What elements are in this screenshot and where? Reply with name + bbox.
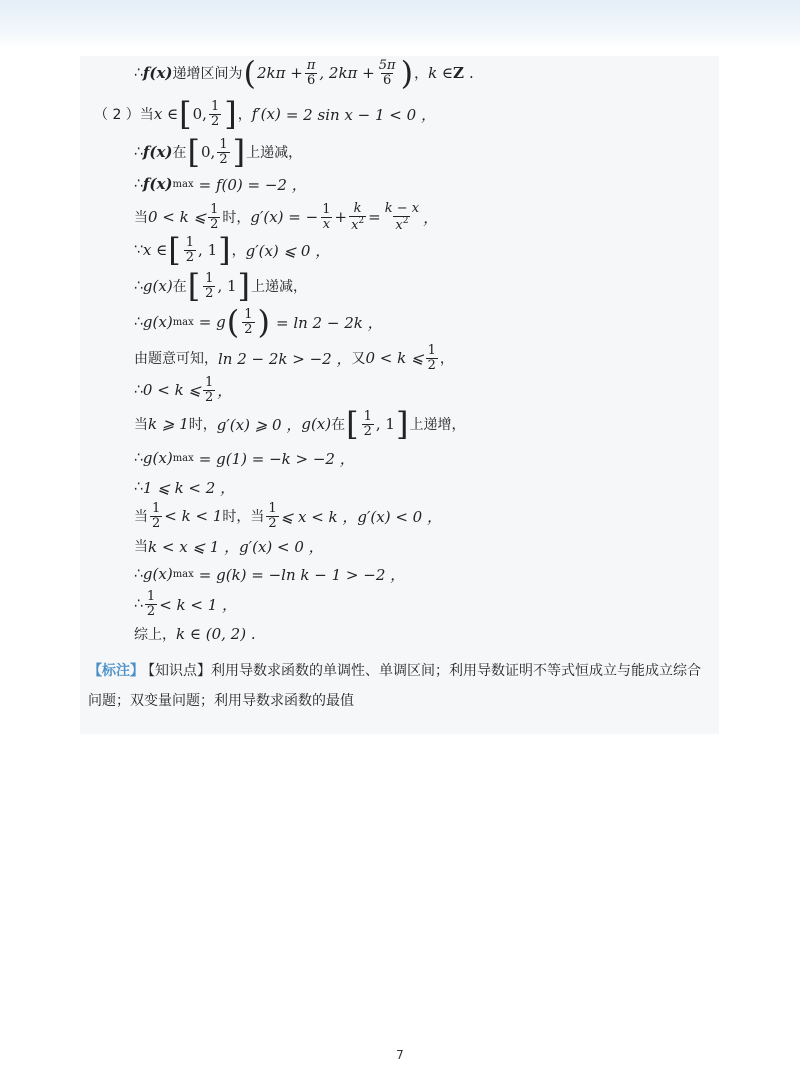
paren: ( xyxy=(226,303,240,341)
text-segment: 上递减， xyxy=(251,279,308,295)
math-expr: < k < 1 ， xyxy=(159,595,238,614)
math-expr: 0 < k ⩽ xyxy=(142,381,201,399)
bracket: [ xyxy=(168,231,181,269)
subscript-max: max xyxy=(172,452,194,464)
math-expr: = g xyxy=(198,313,226,331)
math-expr: f′(x) xyxy=(251,105,281,123)
math-expr: = 2 sin x − 1 < 0 ， xyxy=(285,105,436,124)
text-segment: 当 xyxy=(250,509,265,525)
math-expr: g(x) xyxy=(142,565,173,583)
text-segment: 时， xyxy=(222,210,251,226)
math-expr: f(x) xyxy=(142,143,173,161)
math-expr: g′(x) ⩾ 0 ， xyxy=(216,415,302,434)
therefore-symbol: ∴ xyxy=(134,479,143,495)
text-segment: 在 xyxy=(331,417,346,433)
math-expr: + xyxy=(334,208,348,226)
solution-line-7 xyxy=(134,266,307,306)
math-expr: 2kπ + xyxy=(257,64,303,82)
math-expr: k ∈ (0, 2) . xyxy=(176,625,256,643)
therefore-symbol: ∴ xyxy=(134,566,143,582)
therefore-symbol: ∴ xyxy=(134,314,143,330)
text-segment: 当 xyxy=(134,210,148,226)
fraction: $\frac{1}{2}$ xyxy=(363,408,372,439)
fraction: $\frac{1}{2}$ xyxy=(210,201,219,232)
math-expr: = xyxy=(368,208,381,226)
math-expr: 0 < k ⩽ xyxy=(365,349,424,367)
subscript-max: max xyxy=(172,178,194,190)
text-segment: 当 xyxy=(134,509,148,525)
therefore-symbol: ∴ xyxy=(134,450,143,466)
fraction: $\frac{1}{2}$ xyxy=(205,270,214,301)
fraction: $\frac{5\pi}{6}$ xyxy=(378,57,396,88)
bracket: ] xyxy=(232,133,246,171)
fraction: $\frac{\pi}{6}$ xyxy=(306,57,316,88)
fraction: $\frac{1}{2}$ xyxy=(205,374,214,405)
therefore-symbol: ∴ xyxy=(134,382,143,398)
text-segment: ， xyxy=(231,243,246,259)
part-two-label: （ 2 ）当 xyxy=(94,107,154,123)
fraction: $\frac{k}{x^2}$ xyxy=(351,200,365,233)
math-expr: = g(k) = −ln k − 1 > −2 ， xyxy=(198,565,406,584)
text-segment: ， xyxy=(237,107,252,123)
math-expr: ， xyxy=(217,381,233,400)
math-expr: g′(x) < 0 ， xyxy=(357,507,442,526)
math-expr: = f(0) = −2 ， xyxy=(198,175,307,194)
math-expr: 0, xyxy=(192,105,207,123)
paren: ) xyxy=(400,54,414,92)
fraction: $\frac{k - x}{x^2}$ xyxy=(384,200,420,233)
solution-line-6 xyxy=(134,230,330,270)
text-segment: 当 xyxy=(134,539,148,555)
bracket: ] xyxy=(395,405,409,443)
therefore-symbol: ∴ xyxy=(134,144,143,160)
text-segment: ， xyxy=(439,351,454,367)
math-expr: ， xyxy=(423,208,439,227)
fraction: $\frac{1}{2}$ xyxy=(244,306,253,337)
math-expr: , 1 xyxy=(198,241,218,259)
math-expr: Z xyxy=(453,64,464,82)
math-expr: ln 2 − 2k > −2 ， xyxy=(218,349,352,368)
bracket: [ xyxy=(179,95,192,133)
math-expr: g(x) xyxy=(301,415,332,433)
text-segment: 上递减， xyxy=(246,145,303,161)
solution-line-18 xyxy=(134,618,256,650)
fraction: $\frac{1}{2}$ xyxy=(210,98,220,129)
solution-line-1 xyxy=(134,52,474,94)
text-segment: 当 xyxy=(134,417,148,433)
math-expr: , 1 xyxy=(375,415,395,433)
header-band xyxy=(0,0,800,48)
subscript-max: max xyxy=(172,568,194,580)
bracket: [ xyxy=(346,405,359,443)
math-expr: 0, xyxy=(201,143,216,161)
math-expr: x ∈ xyxy=(142,241,168,259)
solution-line-12 xyxy=(134,442,355,474)
math-expr: g′(x) < 0 ， xyxy=(239,537,324,556)
paren: ( xyxy=(243,54,256,92)
therefore-symbol: ∴ xyxy=(134,176,143,192)
math-expr: k < x ⩽ 1 ， xyxy=(148,537,240,556)
paren: ) xyxy=(257,303,270,341)
fraction: $\frac{1}{x}$ xyxy=(322,201,331,232)
fraction: $\frac{1}{2}$ xyxy=(219,136,228,167)
solution-line-3 xyxy=(134,132,302,172)
math-expr: < k < 1 xyxy=(164,507,223,525)
math-expr: g′(x) ⩽ 0 ， xyxy=(245,241,331,260)
solution-line-2 xyxy=(94,94,436,134)
fraction: $\frac{1}{2}$ xyxy=(185,234,195,265)
text-segment: 在 xyxy=(172,279,187,295)
math-expr: k ∈ xyxy=(428,64,454,82)
therefore-symbol: ∴ xyxy=(134,65,143,81)
math-expr: f(x) xyxy=(142,64,173,82)
math-expr: 1 ⩽ k < 2 ， xyxy=(142,478,236,497)
math-expr: f(x) xyxy=(142,175,173,193)
math-expr: g(x) xyxy=(142,313,173,331)
math-expr: ⩽ x < k ， xyxy=(280,507,358,526)
text-segment: 由题意可知， xyxy=(134,351,218,367)
solution-line-11 xyxy=(134,404,465,444)
fraction: $\frac{1}{2}$ xyxy=(268,500,277,531)
math-expr: k ⩾ 1 xyxy=(148,415,189,433)
text-segment: 上递增， xyxy=(409,417,466,433)
annotation-tag: 【标注】 xyxy=(88,663,144,679)
because-symbol: ∵ xyxy=(134,242,143,258)
text-segment: 又 xyxy=(351,351,366,367)
text-segment: 综上， xyxy=(134,627,176,643)
math-expr: , 1 xyxy=(217,277,237,295)
bracket: [ xyxy=(187,267,201,305)
math-expr: x ∈ xyxy=(153,105,179,123)
math-expr: = g(1) = −k > −2 ， xyxy=(198,449,355,468)
math-expr: = ln 2 − 2k ， xyxy=(275,313,383,332)
therefore-symbol: ∴ xyxy=(134,278,143,294)
therefore-symbol: ∴ xyxy=(134,596,143,612)
annotation-text: 【知识点】利用导数求函数的单调性、单调区间；利用导数证明不等式恒成立与能成立综合问题；双变量问题；利用导数求函数的最值 xyxy=(88,663,701,709)
page-number: 7 xyxy=(396,1048,404,1062)
math-expr: , 2kπ + xyxy=(319,64,375,82)
math-expr: 0 < k ⩽ xyxy=(148,208,207,226)
bracket: [ xyxy=(187,133,200,171)
text-segment: . xyxy=(468,64,474,82)
bracket: ] xyxy=(224,95,237,133)
annotation-block xyxy=(88,656,708,716)
math-expr: g(x) xyxy=(142,449,173,467)
math-expr: g(x) xyxy=(142,277,173,295)
text-segment: ， xyxy=(414,66,429,82)
fraction: $\frac{1}{2}$ xyxy=(427,342,436,373)
text-segment: 时， xyxy=(188,417,217,433)
subscript-max: max xyxy=(172,316,194,328)
fraction: $\frac{1}{2}$ xyxy=(152,500,161,531)
text-segment: 在 xyxy=(172,145,187,161)
fraction: $\frac{1}{2}$ xyxy=(146,588,156,619)
math-expr: g′(x) = − xyxy=(250,208,319,226)
text-segment: 时， xyxy=(222,509,251,525)
text-segment: 递增区间为 xyxy=(172,66,243,82)
bracket: ] xyxy=(237,267,251,305)
solution-line-8 xyxy=(134,302,383,342)
bracket: ] xyxy=(218,231,231,269)
